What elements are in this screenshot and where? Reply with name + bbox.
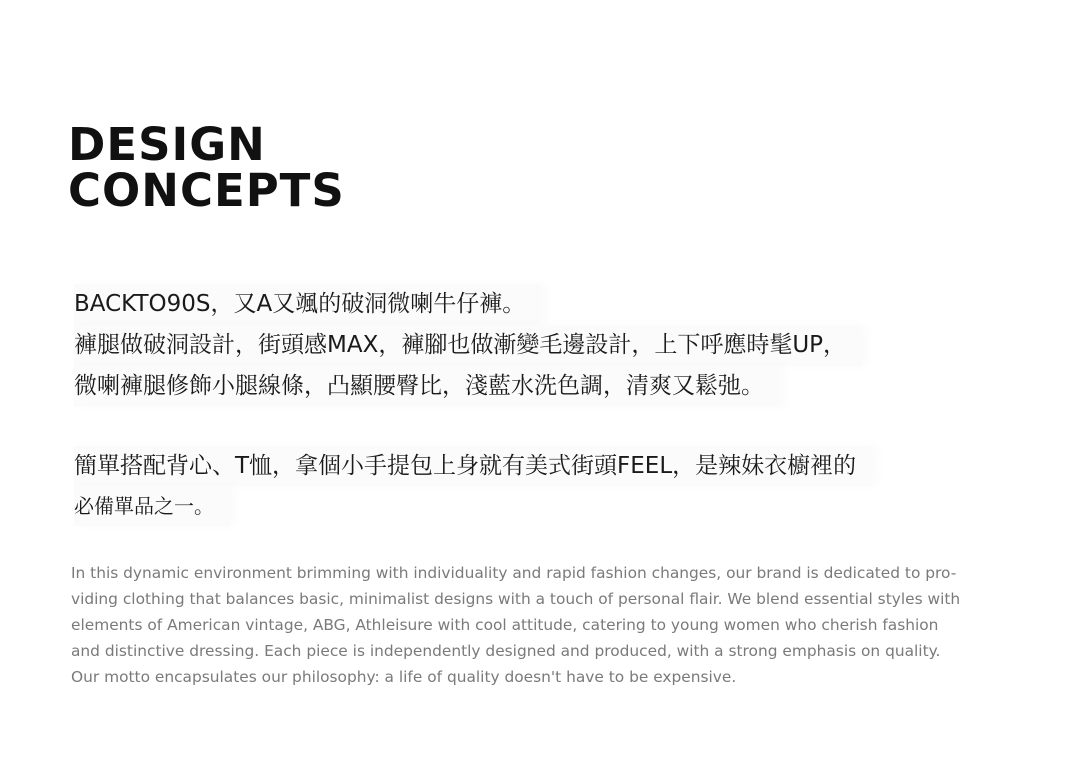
chinese-line: 微喇褲腿修飾小腿線條，凸顯腰臀比，淺藍水洗色調，清爽又鬆弛。 [74,366,780,407]
chinese-paragraph-2 [74,446,872,526]
chinese-line: 簡單搭配背心、T恤，拿個小手提包上身就有美式街頭FEEL，是辣妹衣櫥裡的 [74,446,872,486]
english-line: In this dynamic environment brimming with individuality and rapid fashion changes, our brand is dedicated to pro- [71,564,957,582]
english-description [71,560,1006,690]
chinese-line: BACKTO90S，又A又颯的破洞微喇牛仔褲。 [74,284,541,325]
english-line: elements of American vintage, ABG, Athleisure with cool attitude, catering to young women who cherish fashion [71,616,939,634]
title-line-concepts: CONCEPTS [68,164,345,217]
english-line: Our motto encapsulates our philosophy: a life of quality doesn't have to be expensive. [71,668,737,686]
english-line: viding clothing that balances basic, minimalist designs with a touch of personal flair. We blend essential styles with [71,590,961,608]
page-title [68,118,345,217]
chinese-paragraph-1 [74,284,862,407]
chinese-line: 必備單品之一。 [74,486,230,526]
chinese-line: 褲腿做破洞設計，街頭感MAX，褲腳也做漸變毛邊設計，上下呼應時髦UP， [74,325,862,366]
english-line: and distinctive dressing. Each piece is independently designed and produced, with a strong emphasis on quality. [71,642,941,660]
title-line-design: DESIGN [68,118,266,171]
